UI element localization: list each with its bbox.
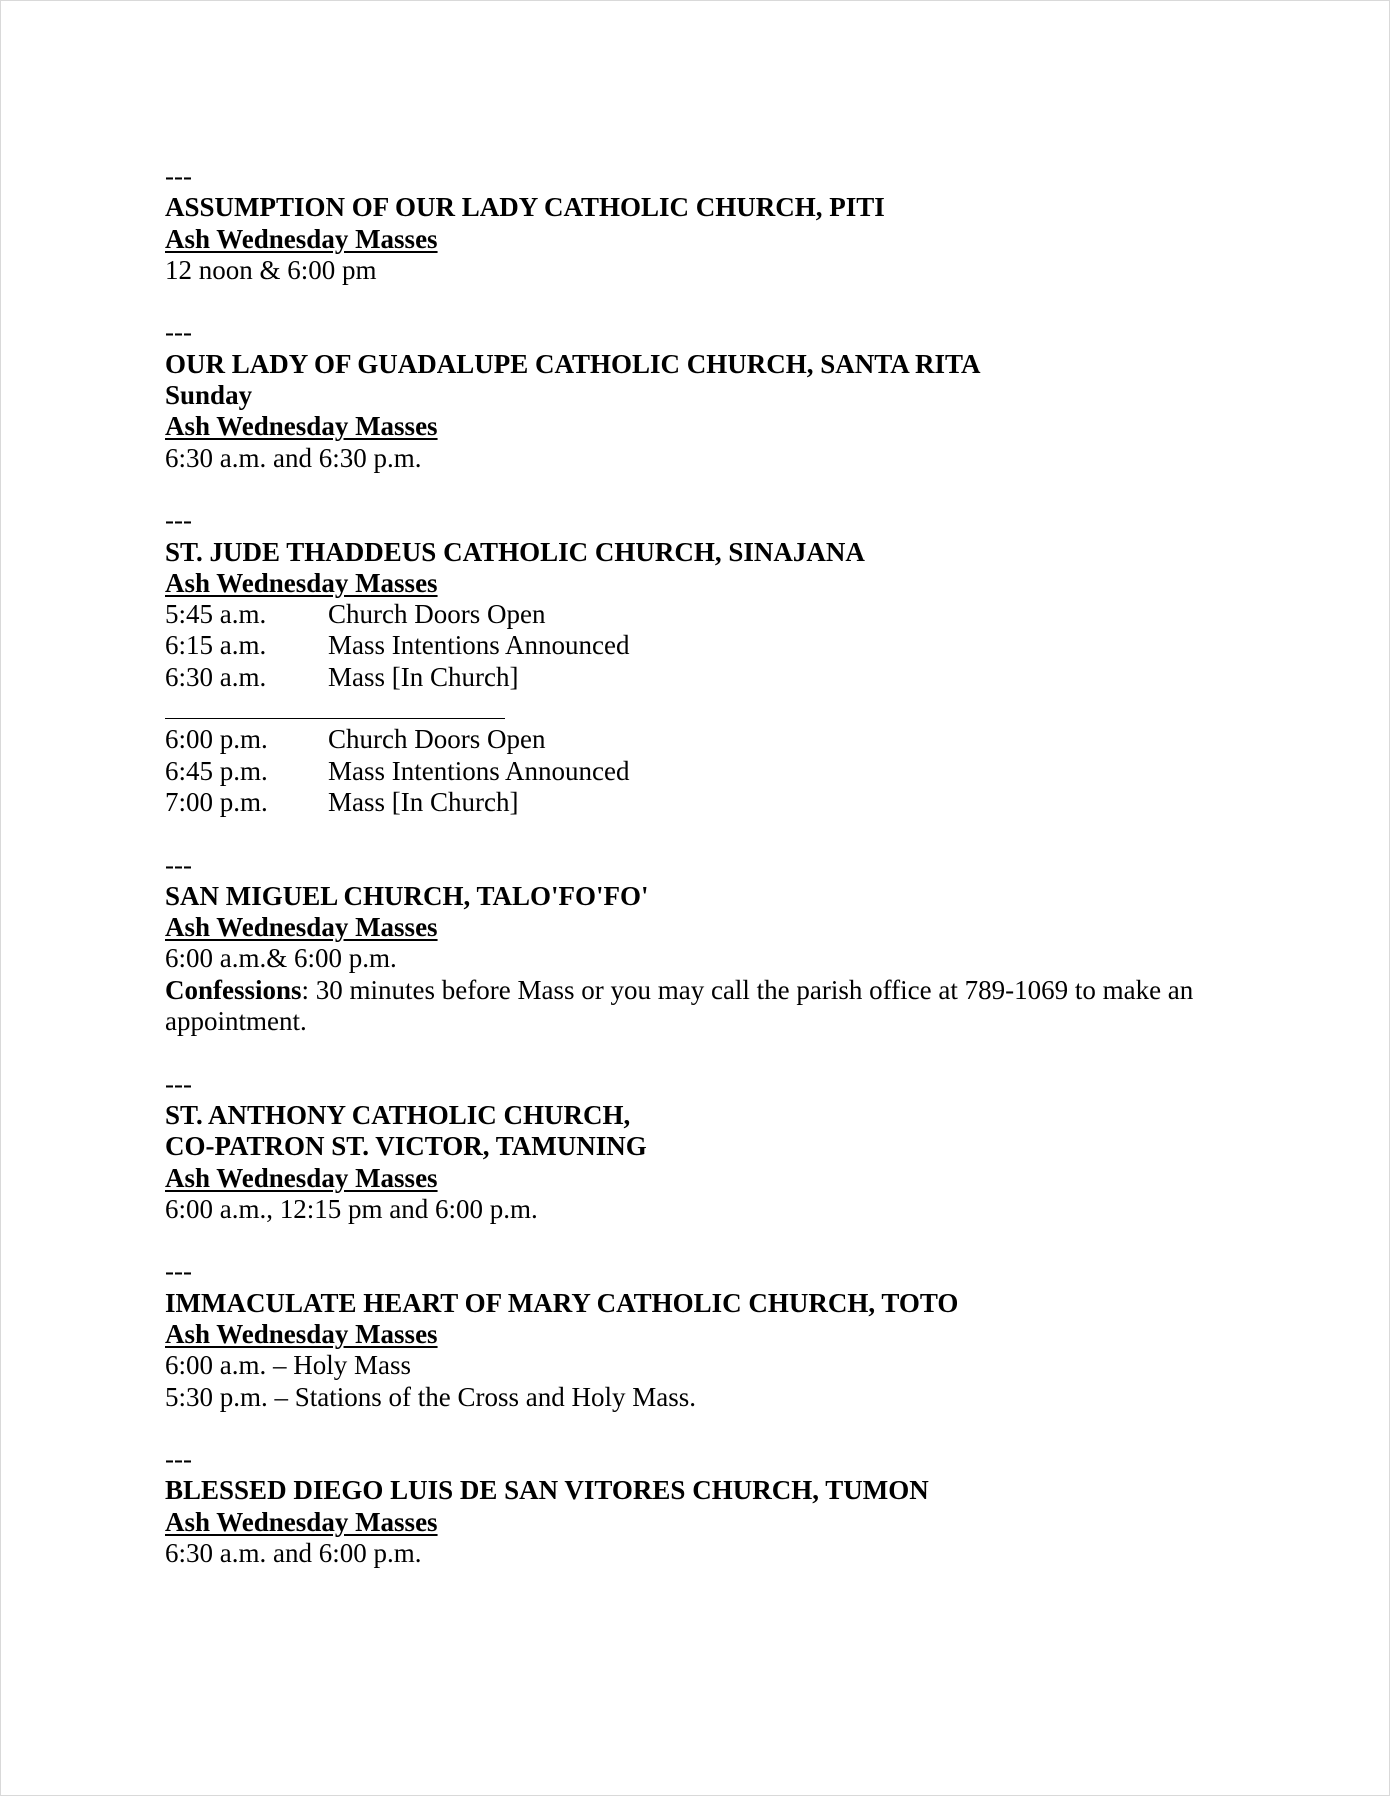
schedule-event: Church Doors Open <box>328 724 546 755</box>
confessions-text: : 30 minutes before Mass or you may call the parish office at 789-1069 to make an appointment. <box>165 974 1194 1037</box>
church-section-sinajana <box>165 505 1265 818</box>
schedule-row <box>165 599 1265 630</box>
schedule-time: 5:45 a.m. <box>165 599 267 630</box>
section-heading: Ash Wednesday Masses <box>165 1318 438 1349</box>
church-name: IMMACULATE HEART OF MARY CATHOLIC CHURCH, TOTO <box>165 1287 959 1318</box>
document-body <box>165 161 1265 1569</box>
church-name: OUR LADY OF GUADALUPE CATHOLIC CHURCH, SANTA RITA <box>165 348 981 379</box>
section-heading: Ash Wednesday Masses <box>165 1162 438 1193</box>
schedule-time: 6:45 p.m. <box>165 755 268 786</box>
schedule-time: 6:00 p.m. <box>165 724 268 755</box>
confessions-label: Confessions <box>165 974 302 1005</box>
church-name: ASSUMPTION OF OUR LADY CATHOLIC CHURCH, PITI <box>165 192 885 223</box>
schedule-row <box>165 787 1265 818</box>
mass-times: 6:30 a.m. and 6:30 p.m. <box>165 442 422 473</box>
schedule-time: 6:30 a.m. <box>165 661 267 692</box>
separator: --- <box>165 317 192 348</box>
church-section-santa-rita <box>165 317 1265 473</box>
schedule-row <box>165 756 1265 787</box>
section-heading: Ash Wednesday Masses <box>165 223 438 254</box>
schedule-event: Mass [In Church] <box>328 661 519 692</box>
section-heading: Ash Wednesday Masses <box>165 912 438 943</box>
section-heading: Ash Wednesday Masses <box>165 1506 438 1537</box>
mass-times-morning: 6:00 a.m. – Holy Mass <box>165 1350 411 1381</box>
church-section-tamuning <box>165 1069 1265 1225</box>
church-section-tumon <box>165 1444 1265 1569</box>
horizontal-rule <box>165 693 505 724</box>
schedule-event: Mass Intentions Announced <box>328 630 630 661</box>
mass-times: 12 noon & 6:00 pm <box>165 254 377 285</box>
schedule-row <box>165 662 1265 693</box>
day-label: Sunday <box>165 380 253 411</box>
church-section-talofofo <box>165 850 1265 1038</box>
mass-times-evening: 5:30 p.m. – Stations of the Cross and Holy Mass. <box>165 1381 696 1412</box>
schedule-time: 6:15 a.m. <box>165 630 267 661</box>
mass-times: 6:30 a.m. and 6:00 p.m. <box>165 1538 422 1569</box>
church-name-line2: CO-PATRON ST. VICTOR, TAMUNING <box>165 1131 647 1162</box>
mass-times: 6:00 a.m.& 6:00 p.m. <box>165 943 397 974</box>
church-name: ST. JUDE THADDEUS CATHOLIC CHURCH, SINAJANA <box>165 536 865 567</box>
schedule-event: Mass [In Church] <box>328 786 519 817</box>
schedule-event: Mass Intentions Announced <box>328 755 630 786</box>
separator: --- <box>165 849 192 880</box>
section-heading: Ash Wednesday Masses <box>165 411 438 442</box>
schedule-row <box>165 630 1265 661</box>
schedule-time: 7:00 p.m. <box>165 786 268 817</box>
separator: --- <box>165 1068 192 1099</box>
separator: --- <box>165 161 192 191</box>
confessions-note <box>165 975 1245 1038</box>
separator: --- <box>165 1256 192 1287</box>
schedule-event: Church Doors Open <box>328 599 546 630</box>
mass-times: 6:00 a.m., 12:15 pm and 6:00 p.m. <box>165 1193 538 1224</box>
separator: --- <box>165 505 192 536</box>
separator: --- <box>165 1444 192 1475</box>
church-name: BLESSED DIEGO LUIS DE SAN VITORES CHURCH, TUMON <box>165 1475 929 1506</box>
church-name-line1: ST. ANTHONY CATHOLIC CHURCH, <box>165 1099 631 1130</box>
section-heading: Ash Wednesday Masses <box>165 567 438 598</box>
schedule-row <box>165 724 1265 755</box>
church-section-piti <box>165 161 1265 286</box>
church-section-toto <box>165 1256 1265 1412</box>
church-name: SAN MIGUEL CHURCH, TALO'FO'FO' <box>165 880 649 911</box>
